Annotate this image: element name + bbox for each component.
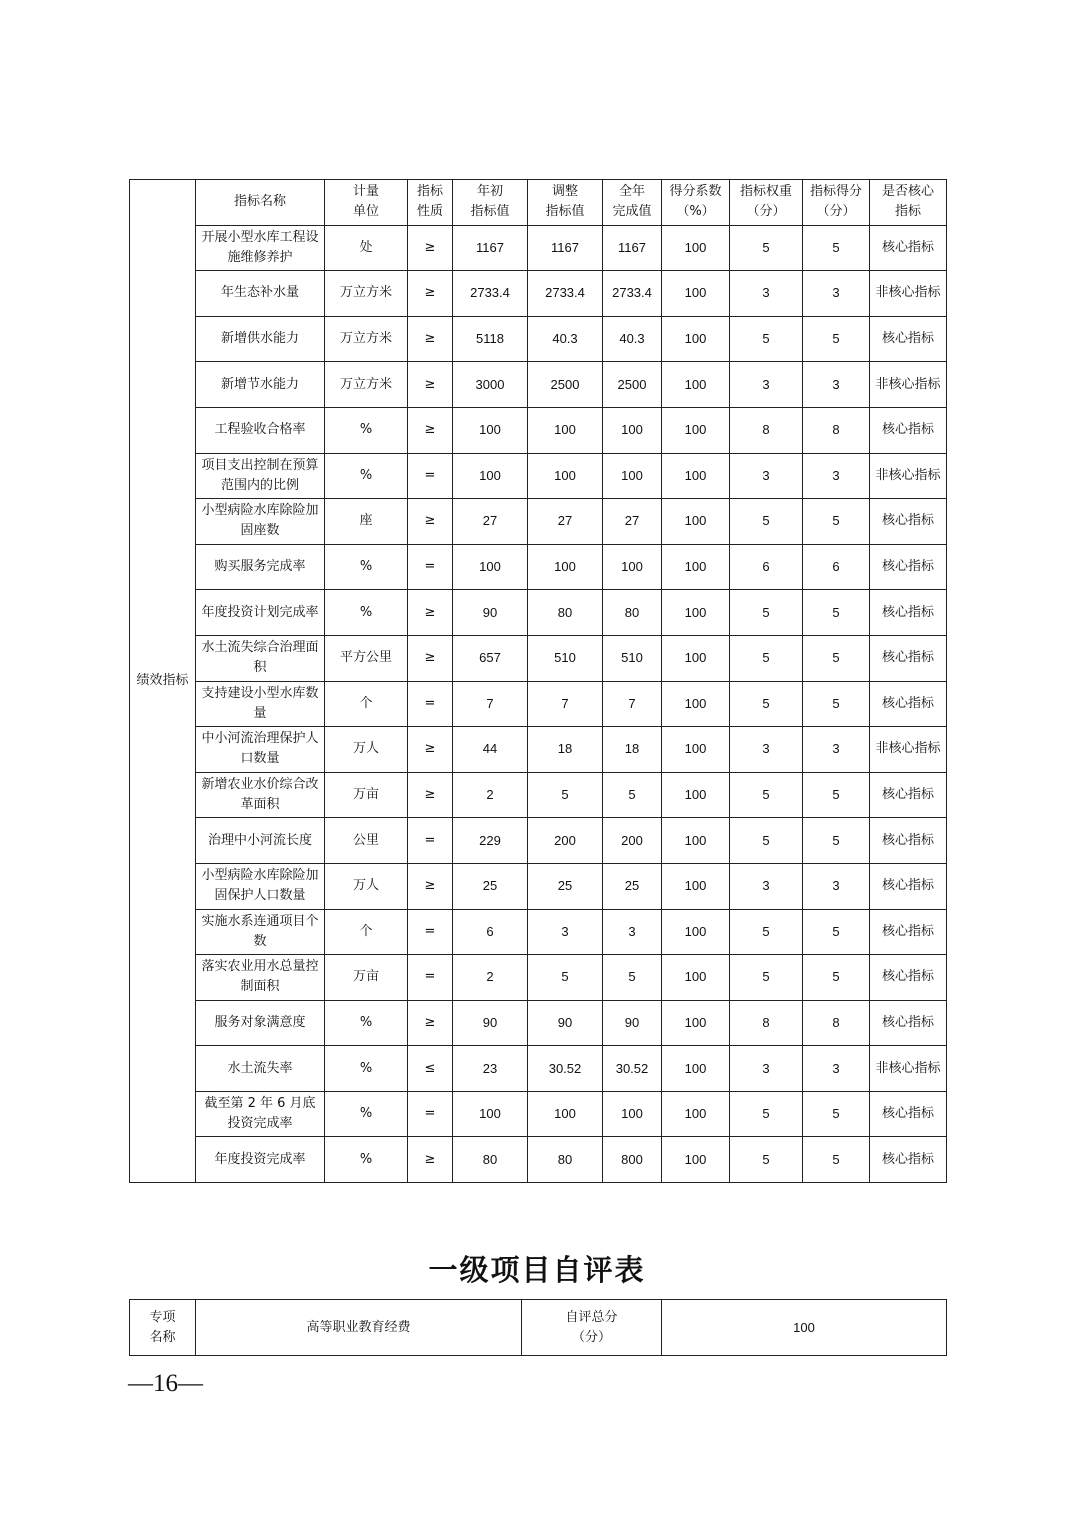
nature-cell: ≥ [408,1000,453,1046]
score-coefficient-cell: 100 [662,544,730,590]
section-title: 一级项目自评表 [428,1253,646,1287]
adjusted-value-cell: 100 [528,407,603,453]
unit-cell: 公里 [325,818,408,864]
table-row [130,225,947,271]
adjusted-value-cell: 90 [528,1000,603,1046]
initial-value-cell: 657 [453,635,528,681]
adjusted-value-cell: 27 [528,499,603,545]
weight-cell: 5 [730,772,803,818]
unit-cell: 处 [325,225,408,271]
initial-value-cell: 27 [453,499,528,545]
score-cell: 8 [803,1000,870,1046]
score-coefficient-cell: 100 [662,407,730,453]
score-coefficient-cell: 100 [662,271,730,317]
adjusted-value-cell: 7 [528,681,603,727]
header-actual-value: 全年 完成值 [603,180,662,226]
score-coefficient-cell: 100 [662,1046,730,1092]
indicator-name-cell: 落实农业用水总量控制面积 [196,955,325,1001]
indicator-name-cell: 小型病险水库除险加固座数 [196,499,325,545]
header-score-coefficient: 得分系数 （%） [662,180,730,226]
is-core-cell: 核心指标 [870,681,947,727]
table-row [130,727,947,773]
indicator-name-cell: 中小河流治理保护人口数量 [196,727,325,773]
indicator-name-cell: 项目支出控制在预算范围内的比例 [196,453,325,499]
weight-cell: 5 [730,316,803,362]
is-core-cell: 非核心指标 [870,453,947,499]
actual-value-cell: 100 [603,407,662,453]
score-cell: 5 [803,499,870,545]
header-initial-value: 年初 指标值 [453,180,528,226]
adjusted-value-cell: 100 [528,1091,603,1137]
header-weight: 指标权重 （分） [730,180,803,226]
actual-value-cell: 30.52 [603,1046,662,1092]
score-cell: 3 [803,863,870,909]
indicator-name-cell: 年生态补水量 [196,271,325,317]
is-core-cell: 核心指标 [870,1137,947,1183]
table-row [130,772,947,818]
score-cell: 3 [803,362,870,408]
is-core-cell: 核心指标 [870,407,947,453]
table-row [130,863,947,909]
is-core-cell: 核心指标 [870,1091,947,1137]
nature-cell: ≥ [408,499,453,545]
is-core-cell: 核心指标 [870,499,947,545]
score-cell: 8 [803,407,870,453]
adjusted-value-cell: 25 [528,863,603,909]
adjusted-value-cell: 2500 [528,362,603,408]
score-cell: 5 [803,225,870,271]
indicator-name-cell: 支持建设小型水库数量 [196,681,325,727]
table-row [130,271,947,317]
weight-cell: 5 [730,681,803,727]
adjusted-value-cell: 510 [528,635,603,681]
table-row [130,1000,947,1046]
is-core-cell: 核心指标 [870,635,947,681]
initial-value-cell: 7 [453,681,528,727]
unit-cell: 万人 [325,863,408,909]
initial-value-cell: 6 [453,909,528,955]
indicator-name-cell: 治理中小河流长度 [196,818,325,864]
unit-cell: % [325,544,408,590]
header-is-core: 是否核心 指标 [870,180,947,226]
indicator-name-cell: 新增供水能力 [196,316,325,362]
is-core-cell: 核心指标 [870,818,947,864]
weight-cell: 5 [730,499,803,545]
weight-cell: 3 [730,1046,803,1092]
score-coefficient-cell: 100 [662,955,730,1001]
actual-value-cell: 100 [603,453,662,499]
header-unit: 计量 单位 [325,180,408,226]
nature-cell: = [408,955,453,1001]
weight-cell: 3 [730,271,803,317]
table-row [130,407,947,453]
table-row [130,316,947,362]
nature-cell: ≥ [408,362,453,408]
unit-cell: % [325,453,408,499]
actual-value-cell: 2500 [603,362,662,408]
adjusted-value-cell: 100 [528,453,603,499]
nature-cell: = [408,1091,453,1137]
unit-cell: % [325,1046,408,1092]
weight-cell: 6 [730,544,803,590]
actual-value-cell: 90 [603,1000,662,1046]
score-coefficient-cell: 100 [662,772,730,818]
score-coefficient-cell: 100 [662,362,730,408]
unit-cell: 万立方米 [325,271,408,317]
nature-cell: ≥ [408,863,453,909]
unit-cell: % [325,590,408,636]
initial-value-cell: 100 [453,544,528,590]
weight-cell: 5 [730,225,803,271]
initial-value-cell: 44 [453,727,528,773]
unit-cell: 万立方米 [325,362,408,408]
actual-value-cell: 200 [603,818,662,864]
unit-cell: % [325,1000,408,1046]
initial-value-cell: 1167 [453,225,528,271]
actual-value-cell: 18 [603,727,662,773]
header-indicator-name: 指标名称 [196,180,325,226]
self-score-label: 自评总分 （分） [522,1300,662,1356]
table-row [130,1091,947,1137]
score-coefficient-cell: 100 [662,681,730,727]
weight-cell: 8 [730,1000,803,1046]
adjusted-value-cell: 80 [528,1137,603,1183]
score-cell: 5 [803,681,870,727]
unit-cell: 个 [325,681,408,727]
unit-cell: 座 [325,499,408,545]
actual-value-cell: 5 [603,955,662,1001]
adjusted-value-cell: 5 [528,772,603,818]
indicator-name-cell: 购买服务完成率 [196,544,325,590]
score-coefficient-cell: 100 [662,1137,730,1183]
adjusted-value-cell: 2733.4 [528,271,603,317]
actual-value-cell: 1167 [603,225,662,271]
indicator-name-cell: 年度投资完成率 [196,1137,325,1183]
initial-value-cell: 3000 [453,362,528,408]
initial-value-cell: 100 [453,1091,528,1137]
table-row [130,453,947,499]
score-cell: 5 [803,635,870,681]
weight-cell: 8 [730,407,803,453]
initial-value-cell: 100 [453,407,528,453]
table-row [130,818,947,864]
actual-value-cell: 800 [603,1137,662,1183]
indicator-name-cell: 截至第 2 年 6 月底投资完成率 [196,1091,325,1137]
is-core-cell: 核心指标 [870,1000,947,1046]
table-row [130,362,947,408]
is-core-cell: 核心指标 [870,772,947,818]
weight-cell: 3 [730,863,803,909]
table-row [130,544,947,590]
unit-cell: 个 [325,909,408,955]
unit-cell: 万人 [325,727,408,773]
project-label: 专项 名称 [130,1300,196,1356]
header-score: 指标得分 （分） [803,180,870,226]
table-row [130,499,947,545]
weight-cell: 5 [730,909,803,955]
is-core-cell: 非核心指标 [870,271,947,317]
header-nature: 指标 性质 [408,180,453,226]
indicator-name-cell: 开展小型水库工程设施维修养护 [196,225,325,271]
weight-cell: 5 [730,955,803,1001]
score-cell: 6 [803,544,870,590]
weight-cell: 5 [730,1137,803,1183]
adjusted-value-cell: 100 [528,544,603,590]
weight-cell: 5 [730,818,803,864]
score-coefficient-cell: 100 [662,453,730,499]
is-core-cell: 非核心指标 [870,1046,947,1092]
weight-cell: 3 [730,362,803,408]
weight-cell: 5 [730,590,803,636]
is-core-cell: 核心指标 [870,590,947,636]
initial-value-cell: 90 [453,590,528,636]
indicator-name-cell: 水土流失率 [196,1046,325,1092]
self-score-value: 100 [662,1300,947,1356]
actual-value-cell: 100 [603,1091,662,1137]
is-core-cell: 核心指标 [870,955,947,1001]
score-cell: 5 [803,772,870,818]
score-coefficient-cell: 100 [662,727,730,773]
is-core-cell: 非核心指标 [870,362,947,408]
score-cell: 5 [803,590,870,636]
nature-cell: ≥ [408,635,453,681]
nature-cell: ≥ [408,316,453,362]
weight-cell: 5 [730,1091,803,1137]
summary-row [130,1300,947,1356]
score-coefficient-cell: 100 [662,818,730,864]
nature-cell: ≥ [408,590,453,636]
score-coefficient-cell: 100 [662,590,730,636]
indicator-name-cell: 水土流失综合治理面积 [196,635,325,681]
indicator-name-cell: 服务对象满意度 [196,1000,325,1046]
score-cell: 3 [803,1046,870,1092]
score-cell: 5 [803,316,870,362]
is-core-cell: 核心指标 [870,225,947,271]
is-core-cell: 核心指标 [870,316,947,362]
nature-cell: = [408,909,453,955]
score-cell: 5 [803,909,870,955]
actual-value-cell: 5 [603,772,662,818]
nature-cell: ≥ [408,407,453,453]
unit-cell: % [325,1091,408,1137]
is-core-cell: 非核心指标 [870,727,947,773]
score-coefficient-cell: 100 [662,909,730,955]
score-cell: 5 [803,818,870,864]
initial-value-cell: 23 [453,1046,528,1092]
table-row [130,590,947,636]
indicator-name-cell: 新增农业水价综合改革面积 [196,772,325,818]
initial-value-cell: 2733.4 [453,271,528,317]
weight-cell: 3 [730,727,803,773]
table-row [130,681,947,727]
nature-cell: = [408,544,453,590]
score-cell: 5 [803,1137,870,1183]
nature-cell: ≥ [408,727,453,773]
actual-value-cell: 25 [603,863,662,909]
adjusted-value-cell: 18 [528,727,603,773]
actual-value-cell: 80 [603,590,662,636]
score-coefficient-cell: 100 [662,316,730,362]
table-row [130,635,947,681]
nature-cell: ≥ [408,225,453,271]
actual-value-cell: 27 [603,499,662,545]
nature-cell: = [408,681,453,727]
indicator-name-cell: 实施水系连通项目个数 [196,909,325,955]
page-number: —16— [128,1370,203,1397]
initial-value-cell: 100 [453,453,528,499]
actual-value-cell: 510 [603,635,662,681]
score-coefficient-cell: 100 [662,1091,730,1137]
project-name: 高等职业教育经费 [196,1300,522,1356]
score-coefficient-cell: 100 [662,1000,730,1046]
adjusted-value-cell: 5 [528,955,603,1001]
table-row [130,909,947,955]
table-header-row [130,180,947,226]
is-core-cell: 核心指标 [870,909,947,955]
adjusted-value-cell: 1167 [528,225,603,271]
nature-cell: ≤ [408,1046,453,1092]
weight-cell: 5 [730,635,803,681]
score-coefficient-cell: 100 [662,225,730,271]
is-core-cell: 核心指标 [870,863,947,909]
initial-value-cell: 5118 [453,316,528,362]
initial-value-cell: 229 [453,818,528,864]
indicator-name-cell: 新增节水能力 [196,362,325,408]
initial-value-cell: 2 [453,772,528,818]
score-cell: 3 [803,453,870,499]
adjusted-value-cell: 3 [528,909,603,955]
score-coefficient-cell: 100 [662,499,730,545]
score-coefficient-cell: 100 [662,863,730,909]
initial-value-cell: 80 [453,1137,528,1183]
indicator-name-cell: 年度投资计划完成率 [196,590,325,636]
actual-value-cell: 7 [603,681,662,727]
initial-value-cell: 90 [453,1000,528,1046]
score-cell: 3 [803,271,870,317]
score-cell: 5 [803,955,870,1001]
unit-cell: 万立方米 [325,316,408,362]
score-coefficient-cell: 100 [662,635,730,681]
initial-value-cell: 25 [453,863,528,909]
unit-cell: 万亩 [325,772,408,818]
nature-cell: ≥ [408,1137,453,1183]
header-adjusted-value: 调整 指标值 [528,180,603,226]
indicator-name-cell: 小型病险水库除险加固保护人口数量 [196,863,325,909]
table-row [130,1137,947,1183]
indicator-name-cell: 工程验收合格率 [196,407,325,453]
unit-cell: % [325,407,408,453]
adjusted-value-cell: 80 [528,590,603,636]
unit-cell: 万亩 [325,955,408,1001]
score-cell: 5 [803,1091,870,1137]
adjusted-value-cell: 40.3 [528,316,603,362]
actual-value-cell: 100 [603,544,662,590]
table-row [130,1046,947,1092]
actual-value-cell: 2733.4 [603,271,662,317]
nature-cell: ≥ [408,271,453,317]
nature-cell: ≥ [408,772,453,818]
nature-cell: = [408,453,453,499]
nature-cell: = [408,818,453,864]
weight-cell: 3 [730,453,803,499]
project-summary-table [129,1299,947,1356]
performance-indicator-table [129,179,947,1183]
table-row [130,955,947,1001]
adjusted-value-cell: 200 [528,818,603,864]
unit-cell: 平方公里 [325,635,408,681]
adjusted-value-cell: 30.52 [528,1046,603,1092]
category-label: 绩效指标 [130,180,196,1183]
initial-value-cell: 2 [453,955,528,1001]
unit-cell: % [325,1137,408,1183]
actual-value-cell: 40.3 [603,316,662,362]
actual-value-cell: 3 [603,909,662,955]
is-core-cell: 核心指标 [870,544,947,590]
score-cell: 3 [803,727,870,773]
